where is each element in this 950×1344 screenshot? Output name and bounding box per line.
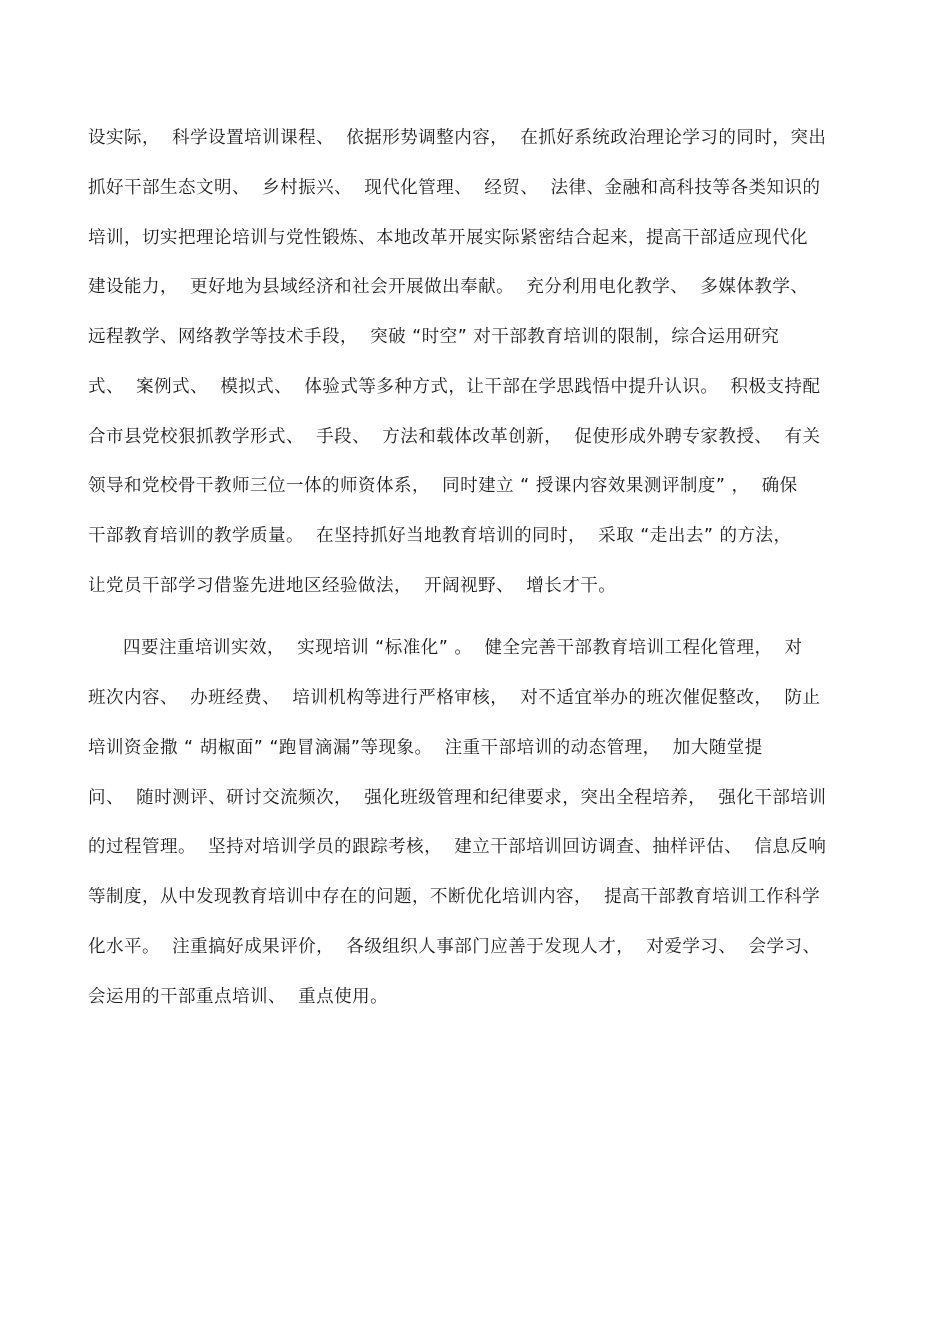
text-line: 培训，切实把理论培训与党性锻炼、本地改革开展实际紧密结合起来，提高干部适应现代化 bbox=[88, 228, 808, 248]
text-line: 让党员干部学习借鉴先进地区经验做法， 开阔视野、 增长才干。 bbox=[88, 576, 617, 596]
text-line: 领导和党校骨干教师三位一体的师资体系， 同时建立 “ 授课内容效果测评制度” ， 确保 bbox=[88, 476, 798, 496]
text-line: 式、 案例式、 模拟式、 体验式等多种方式，让干部在学思践悟中提升认识。 积极支持配 bbox=[88, 377, 821, 397]
text-line: 班次内容、 办班经费、 培训机构等进行严格审核， 对不适宜举办的班次催促整改， 防止 bbox=[88, 688, 821, 708]
text-line: 等制度，从中发现教育培训中存在的问题，不断优化培训内容， 提高干部教育培训工作科学 bbox=[88, 887, 821, 907]
text-line: 远程教学、网络教学等技术手段， 突破 “时空” 对干部教育培训的限制，综合运用研究 bbox=[88, 327, 780, 347]
text-line: 抓好干部生态文明、 乡村振兴、 现代化管理、 经贸、 法律、金融和高科技等各类知识的 bbox=[88, 178, 821, 198]
text-line: 干部教育培训的教学质量。 在坚持抓好当地教育培训的同时， 采取 “走出去” 的方法， bbox=[88, 526, 792, 546]
text-line: 合市县党校狠抓教学形式、 手段、 方法和载体改革创新， 促使形成外聘专家教授、 有关 bbox=[88, 427, 821, 447]
text-line: 会运用的干部重点培训、 重点使用。 bbox=[88, 987, 389, 1007]
text-line: 培训资金撒 “ 胡椒面” “跑冒滴漏”等现象。 注重干部培训的动态管理， 加大随堂提 bbox=[88, 738, 763, 758]
text-line: 的过程管理。 坚持对培训学员的跟踪考核， 建立干部培训回访调查、抽样评估、 信息反响 bbox=[88, 837, 827, 857]
text-line: 四要注重培训实效， 实现培训 “标准化” 。 健全完善干部教育培训工程化管理， 对 bbox=[123, 638, 803, 658]
text-line: 化水平。 注重搞好成果评价， 各级组织人事部门应善于发现人才， 对爱学习、 会学习、 bbox=[88, 937, 821, 957]
text-line: 问、 随时测评、研讨交流频次， 强化班级管理和纪律要求，突出全程培养， 强化干部培训 bbox=[88, 788, 827, 808]
text-line: 建设能力， 更好地为县域经济和社会开展做出奉献。 充分利用电化教学、 多媒体教学、 bbox=[88, 277, 809, 297]
text-line: 设实际， 科学设置培训课程、 依据形势调整内容， 在抓好系统政治理论学习的同时，突出 bbox=[88, 128, 827, 148]
